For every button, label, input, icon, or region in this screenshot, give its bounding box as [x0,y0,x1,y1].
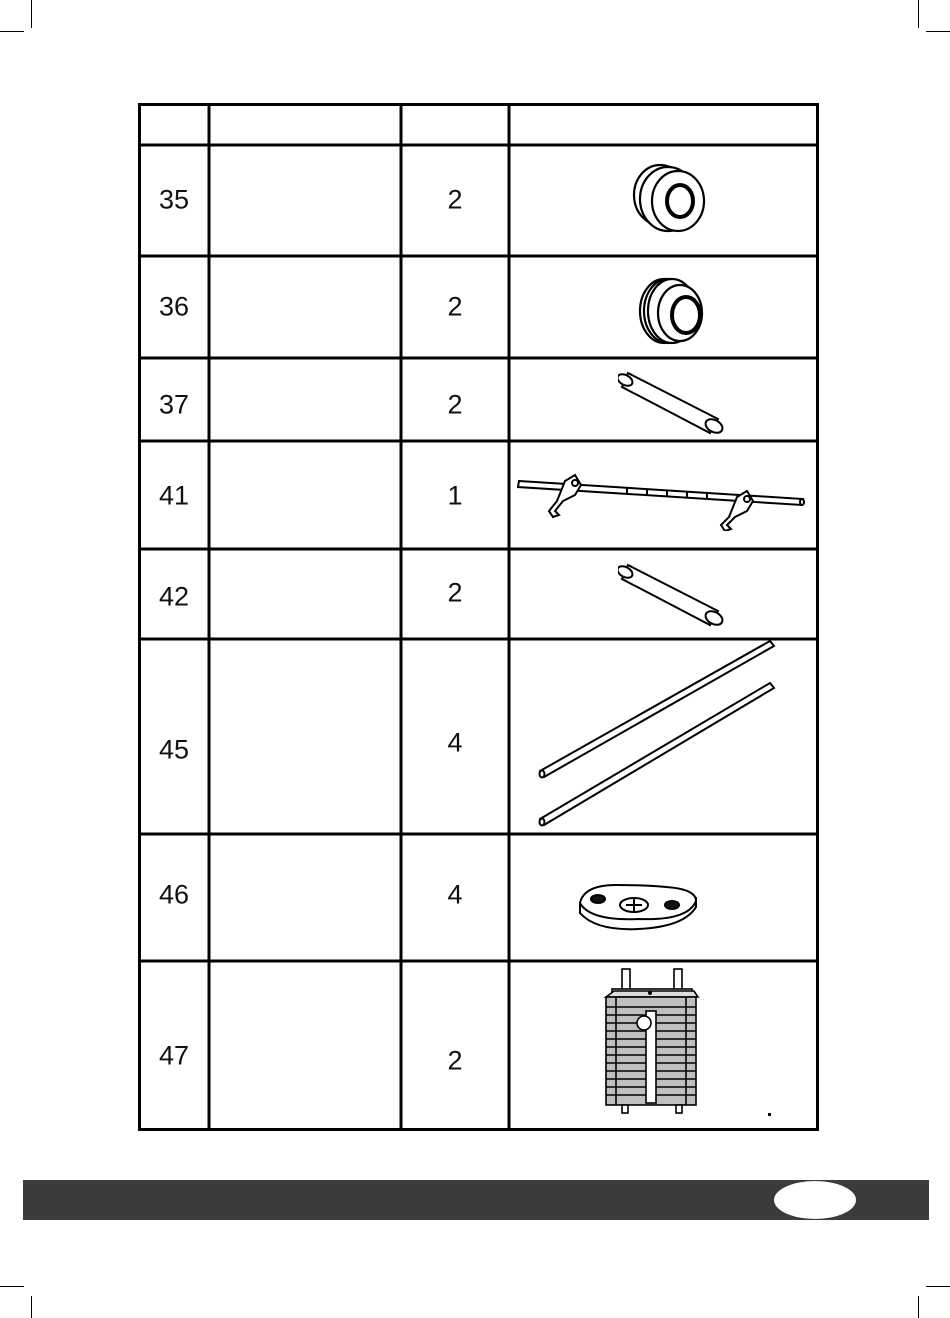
part-number: 37 [158,389,190,420]
part-quantity: 2 [447,577,463,608]
part-number: 42 [158,581,190,612]
part-number: 46 [158,879,190,910]
part-quantity: 2 [447,291,463,322]
short-tube-icon [618,369,728,435]
part-number: 47 [158,1040,190,1071]
crop-mark [926,1286,950,1287]
crop-mark [0,1286,24,1287]
crop-mark [31,0,32,28]
part-number: 45 [158,734,190,765]
bushing-flanged-icon [636,271,710,349]
crop-mark [918,1296,919,1318]
parts-table [138,103,819,1131]
part-quantity: 4 [447,727,463,758]
oval-plate-icon [576,877,700,935]
crop-mark [918,0,919,28]
page-number-badge [774,1181,856,1219]
crop-mark [0,31,24,32]
part-quantity: 2 [447,1045,463,1076]
part-number: 41 [158,480,190,511]
bushing-large-icon [628,161,708,241]
crop-mark [926,31,950,32]
part-number: 35 [158,184,190,215]
short-tube-icon [618,561,728,627]
selector-rod-with-hooks-icon [517,471,807,531]
long-guide-rods-icon [534,639,780,829]
part-quantity: 2 [447,389,463,420]
part-quantity: 4 [447,879,463,910]
weight-stack-icon [600,967,700,1117]
speck-mark [768,1113,771,1116]
part-number: 36 [158,291,190,322]
part-quantity: 1 [447,480,463,511]
part-quantity: 2 [447,184,463,215]
crop-mark [31,1296,32,1318]
